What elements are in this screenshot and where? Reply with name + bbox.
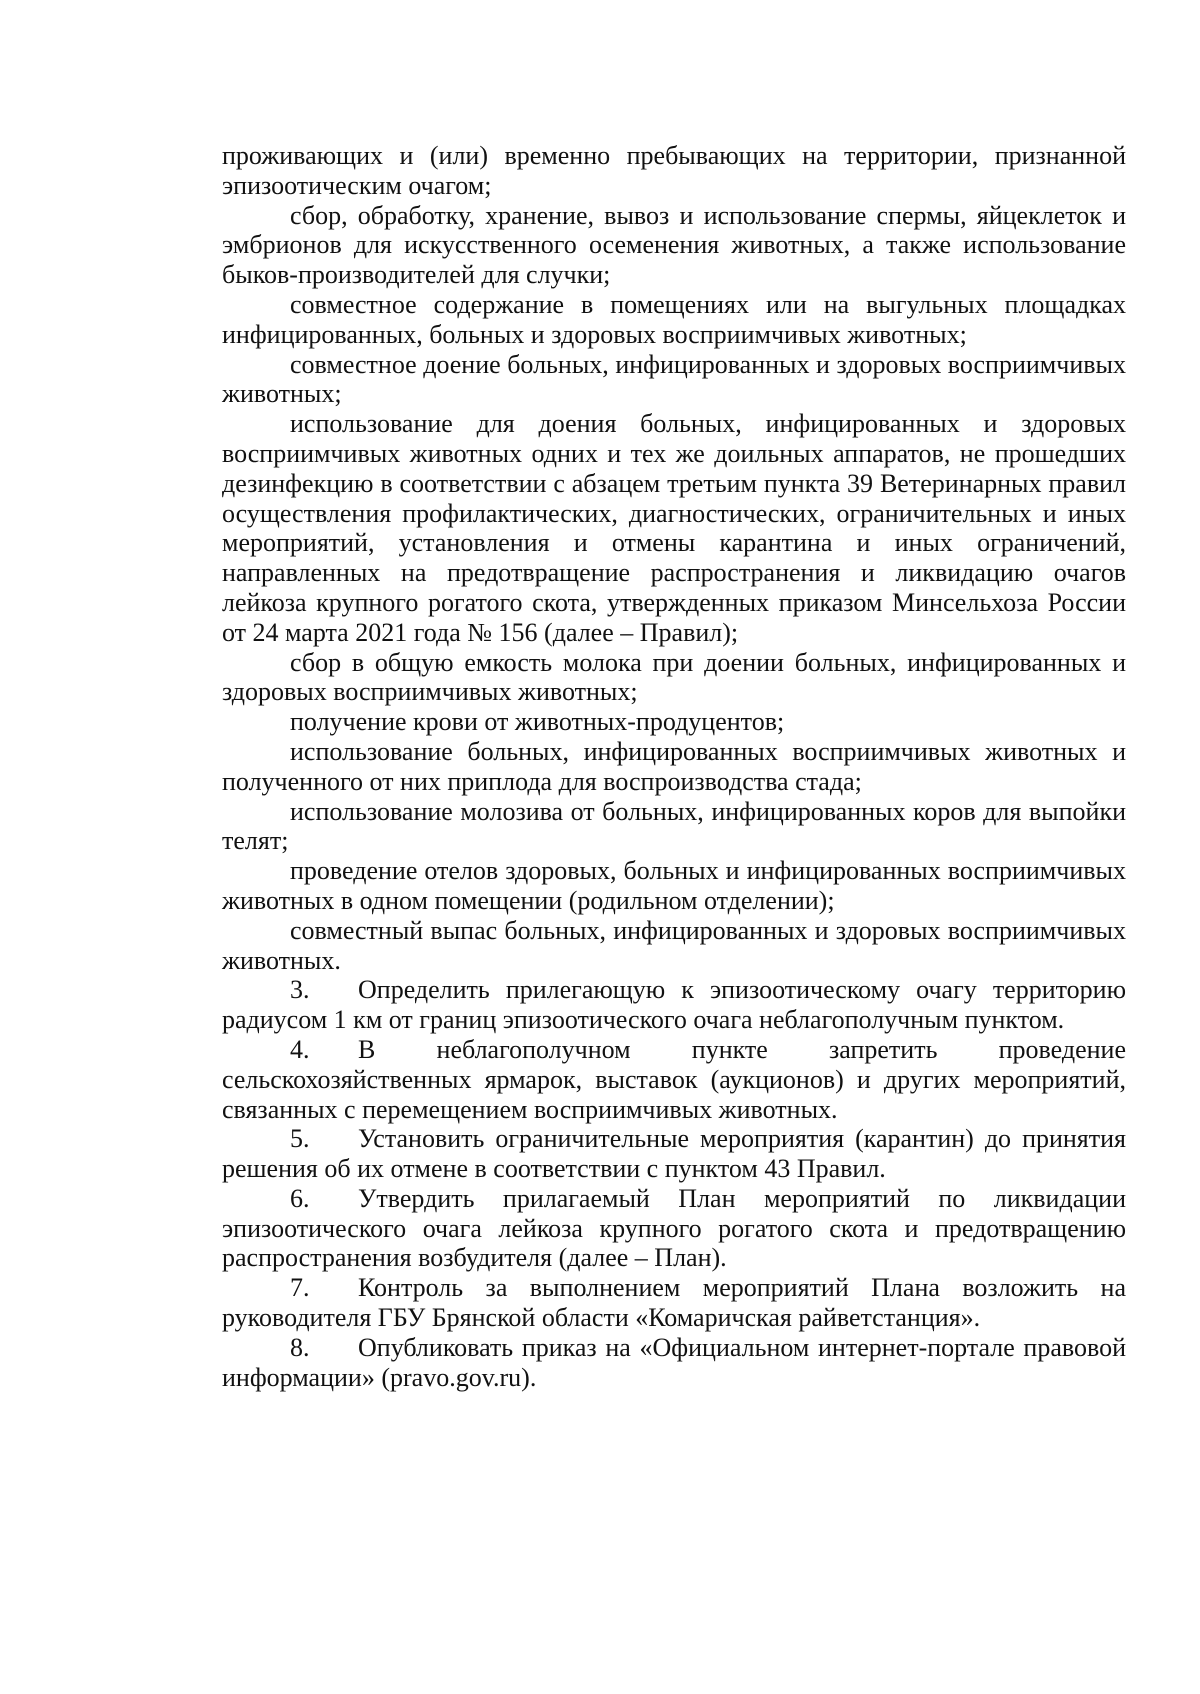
item-text: Установить ограничительные мероприятия (карантин) до принятия решения об их отмене в соответствии с пунктом 43 Правил. bbox=[222, 1124, 1126, 1184]
paragraph-sperm-collection: сбор, обработку, хранение, вывоз и использование спермы, яйцеклеток и эмбрионов для искусственного осеменения животных, а также использование быков-производителей для случки; bbox=[222, 200, 1126, 290]
item-number: 4. bbox=[290, 1034, 310, 1064]
item-number: 7. bbox=[290, 1273, 310, 1303]
paragraph-milk-collection: сбор в общую емкость молока при доении больных, инфицированных и здоровых восприимчивых животных; bbox=[222, 647, 1126, 707]
item-text: Опубликовать приказ на «Официальном интернет-портале правовой информации» (pravo.gov.ru). bbox=[222, 1332, 1126, 1392]
item-text: Контроль за выполнением мероприятий Плана возложить на руководителя ГБУ Брянской области «Комаричская райветстанция». bbox=[222, 1273, 1126, 1333]
paragraph-colostrum: использование молозива от больных, инфицированных коров для выпойки телят; bbox=[222, 796, 1126, 856]
list-item bbox=[222, 1333, 1126, 1393]
item-number: 5. bbox=[290, 1124, 310, 1154]
item-text: В неблагополучном пункте запретить проведение сельскохозяйственных ярмарок, выставок (аукционов) и других мероприятий, связанных с перемещением восприимчивых животных. bbox=[222, 1034, 1126, 1124]
item-text: Утвердить прилагаемый План мероприятий по ликвидации эпизоотического очага лейкоза крупного рогатого скота и предотвращению распространения возбудителя (далее – План). bbox=[222, 1183, 1126, 1273]
item-text: Определить прилегающую к эпизоотическому очагу территорию радиусом 1 км от границ эпизоотического очага неблагополучным пунктом. bbox=[222, 975, 1126, 1035]
list-item bbox=[222, 1184, 1126, 1273]
paragraph-joint-milking: совместное доение больных, инфицированных и здоровых восприимчивых животных; bbox=[222, 349, 1126, 409]
paragraph-grazing: совместный выпас больных, инфицированных и здоровых восприимчивых животных. bbox=[222, 915, 1126, 975]
item-number: 6. bbox=[290, 1183, 310, 1213]
list-item bbox=[222, 1273, 1126, 1333]
paragraph-calving: проведение отелов здоровых, больных и инфицированных восприимчивых животных в одном помещении (родильном отделении); bbox=[222, 856, 1126, 915]
paragraph-continuation: проживающих и (или) временно пребывающих на территории, признанной эпизоотическим очагом; bbox=[222, 141, 1126, 200]
paragraph-joint-housing: совместное содержание в помещениях или на выгульных площадках инфицированных, больных и здоровых восприимчивых животных; bbox=[222, 289, 1126, 349]
list-item bbox=[222, 1124, 1126, 1184]
paragraph-blood-collection: получение крови от животных-продуцентов; bbox=[290, 707, 785, 737]
item-number: 8. bbox=[290, 1332, 310, 1362]
list-item bbox=[222, 1035, 1126, 1124]
document-page bbox=[222, 141, 1126, 1392]
list-item bbox=[222, 975, 1126, 1035]
paragraph-breeding-use: использование больных, инфицированных восприимчивых животных и полученного от них приплода для воспроизводства стада; bbox=[222, 736, 1126, 796]
item-number: 3. bbox=[290, 975, 310, 1005]
paragraph-milking-equipment: использование для доения больных, инфицированных и здоровых восприимчивых животных одних и тех же доильных аппаратов, не прошедших дезинфекцию в соответствии с абзацем третьим пункта 39 Ветеринарных правил осуществления профилактических, диагностических, ограничительных и иных мероприятий, установления и отмены карантина и иных ограничений, направленных на предотвращение распространения и ликвидацию очагов лейкоза крупного рогатого скота, утвержденных приказом Минсельхоза России от 24 марта 2021 года № 156 (далее – Правил); bbox=[222, 409, 1126, 647]
